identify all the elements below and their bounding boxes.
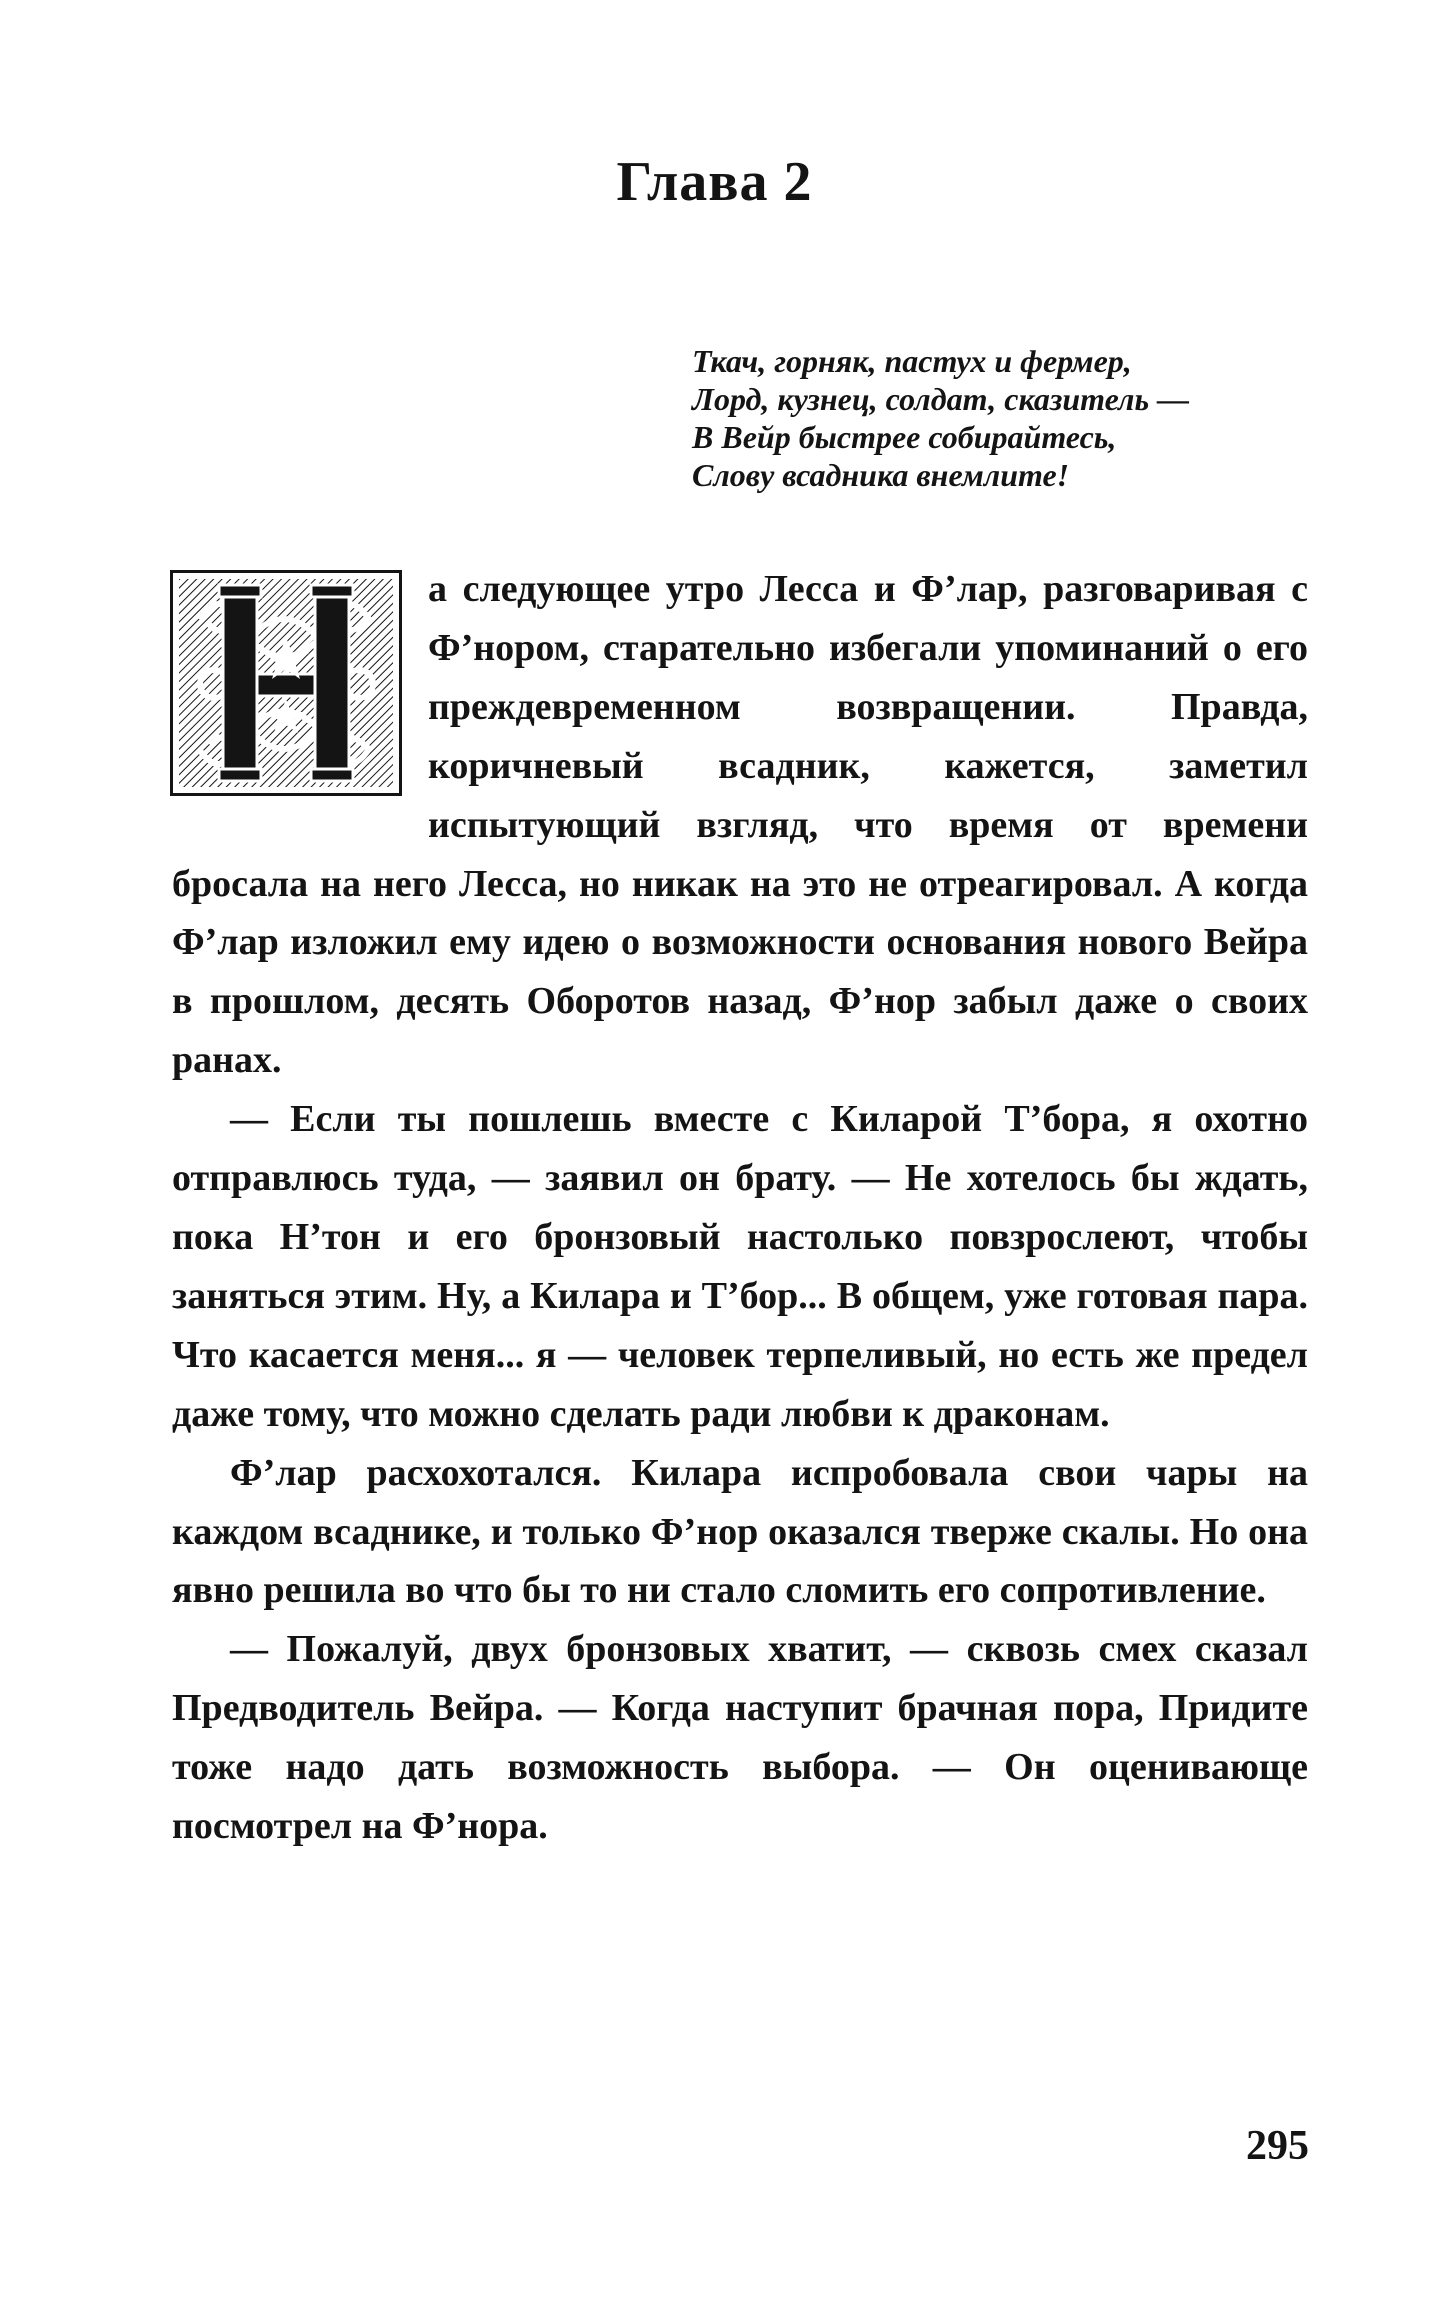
- chapter-title: Глава 2: [616, 151, 813, 213]
- paragraph: а следующее утро Лесса и Ф’лар, разговаривая с Ф’нором, старательно избегали упоминаний о его преждевременном возвращении. Правда, коричневый всадник, кажется, заметил испытующий взгляд, что время от времени бросала на него Лесса, но никак на это не отреагировал. А когда Ф’лар изложил ему идею о возможности основания нового Вейра в прошлом, десять Оборотов назад, Ф’нор забыл даже о своих ранах.: [172, 568, 1308, 1082]
- epigraph-line: Ткач, горняк, пастух и фермер,: [692, 343, 1132, 379]
- page-number: 295: [1246, 2123, 1309, 2169]
- epigraph: [692, 342, 1322, 494]
- epigraph-line: В Вейр быстрее собирайтесь,: [692, 419, 1117, 455]
- drop-cap-space: [172, 560, 428, 850]
- paragraph: — Если ты пошлешь вместе с Киларой Т’бора, я охотно отправлюсь туда, — заявил он брату. — Не хотелось бы ждать, пока Н’тон и его бронзовый настолько повзрослеют, чтобы заняться этим. Ну, а Килара и Т’бор... В общем, уже готовая пара. Что касается меня... я — человек терпеливый, но есть же предел даже тому, что можно сделать ради любви к драконам.: [172, 1098, 1308, 1435]
- paragraph: Ф’лар расхохотался. Килара испробовала свои чары на каждом всаднике, и только Ф’нор оказался тверже скалы. Но она явно решила во что бы то ни стало сломить его сопротивление.: [172, 1451, 1308, 1612]
- body-text: [172, 560, 1308, 1856]
- paragraph: — Пожалуй, двух бронзовых хватит, — сквозь смех сказал Предводитель Вейра. — Когда наступит брачная пора, Придите тоже надо дать возможность выбора. — Он оценивающе посмотрел на Ф’нора.: [172, 1628, 1308, 1848]
- epigraph-line: Лорд, кузнец, солдат, сказитель —: [692, 381, 1190, 417]
- epigraph-line: Слову всадника внемлите!: [692, 457, 1070, 493]
